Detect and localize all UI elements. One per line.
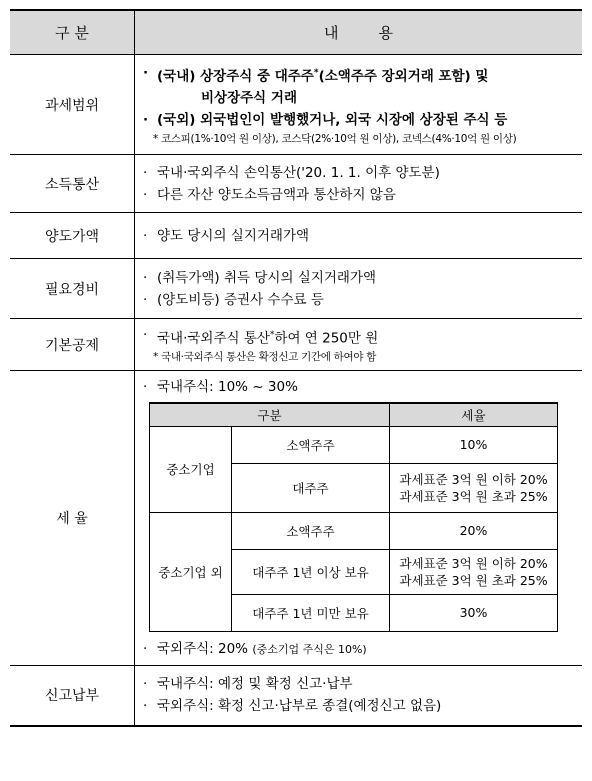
label-tax: 세 율 — [10, 371, 135, 666]
header-category: 구 분 — [10, 10, 135, 55]
content-transfer — [135, 213, 583, 259]
subtable-header-category: 구분 — [150, 403, 390, 427]
header-row — [10, 10, 582, 55]
offset-item-1: · 국내·국외주식 손익통산('20. 1. 1. 이후 양도분) — [143, 162, 576, 184]
content-offset — [135, 155, 583, 213]
content-tax — [135, 371, 583, 666]
non-sme-major-over1y-rate: 과세표준 3억 원 이하 20% 과세표준 3억 원 초과 25% — [390, 549, 558, 594]
subtable-header — [150, 403, 558, 427]
row-expense — [10, 259, 582, 319]
tax-domestic: · 국내주식: 10% ~ 30% — [143, 376, 576, 398]
content-expense — [135, 259, 583, 319]
non-sme-major-under1y-label: 대주주 1년 미만 보유 — [232, 594, 390, 631]
scope-item-domestic-cont: 비상장주식 거래 — [201, 90, 297, 107]
non-sme-label: 중소기업 외 — [150, 512, 232, 631]
label-scope: 과세범위 — [10, 55, 135, 155]
non-sme-minor-rate: 20% — [390, 512, 558, 549]
expense-item-1: · (취득가액) 취득 당시의 실지거래가액 — [143, 267, 576, 289]
filing-item-1: · 국내주식: 예정 및 확정 신고·납부 — [143, 673, 576, 695]
label-offset: 소득통산 — [10, 155, 135, 213]
scope-item-domestic: · (국내) 상장주식 중 대주주*(소액주주 장외거래 포함) 및 — [143, 62, 576, 88]
sme-major-label: 대주주 — [232, 463, 390, 512]
transfer-item-1: · 양도 당시의 실지거래가액 — [143, 225, 576, 247]
row-filing — [10, 666, 582, 726]
tax-summary-table — [10, 9, 582, 727]
sme-minor-label: 소액주주 — [232, 426, 390, 463]
header-content: 내 용 — [135, 10, 583, 55]
subtable-row — [150, 426, 558, 463]
tax-foreign: · 국외주식: 20% (중소기업 주식은 10%) — [143, 638, 576, 661]
content-deduction — [135, 319, 583, 371]
row-offset — [10, 155, 582, 213]
tax-rate-subtable — [149, 402, 558, 632]
tax-summary-table-wrapper — [10, 9, 582, 727]
offset-item-2: · 다른 자산 양도소득금액과 통산하지 않음 — [143, 184, 576, 206]
label-filing: 신고납부 — [10, 666, 135, 726]
label-transfer: 양도가액 — [10, 213, 135, 259]
deduction-item-1: · 국내·국외주식 통산*하여 연 250만 원 — [143, 324, 576, 350]
subtable-header-rate: 세율 — [390, 403, 558, 427]
content-filing — [135, 666, 583, 726]
scope-item-foreign: · (국외) 외국법인이 발행했거나, 외국 시장에 상장된 주식 등 — [143, 109, 576, 131]
label-expense: 필요경비 — [10, 259, 135, 319]
content-scope — [135, 55, 583, 155]
non-sme-major-over1y-label: 대주주 1년 이상 보유 — [232, 549, 390, 594]
sme-label: 중소기업 — [150, 426, 232, 512]
row-deduction — [10, 319, 582, 371]
row-tax — [10, 371, 582, 666]
filing-item-2: · 국외주식: 확정 신고·납부로 종결(예정신고 없음) — [143, 695, 576, 717]
expense-item-2: · (양도비등) 증권사 수수료 등 — [143, 289, 576, 311]
sme-major-rate: 과세표준 3억 원 이하 20% 과세표준 3억 원 초과 25% — [390, 463, 558, 512]
row-transfer — [10, 213, 582, 259]
non-sme-minor-label: 소액주주 — [232, 512, 390, 549]
subtable-row — [150, 512, 558, 549]
label-deduction: 기본공제 — [10, 319, 135, 371]
scope-note: * 코스피(1%·10억 원 이상), 코스닥(2%·10억 원 이상), 코넥스(4%·10억 원 이상) — [153, 133, 517, 146]
deduction-note: * 국내·국외주식 통산은 확정신고 기간에 하여야 함 — [153, 351, 377, 364]
sme-minor-rate: 10% — [390, 426, 558, 463]
non-sme-major-under1y-rate: 30% — [390, 594, 558, 631]
row-scope — [10, 55, 582, 155]
